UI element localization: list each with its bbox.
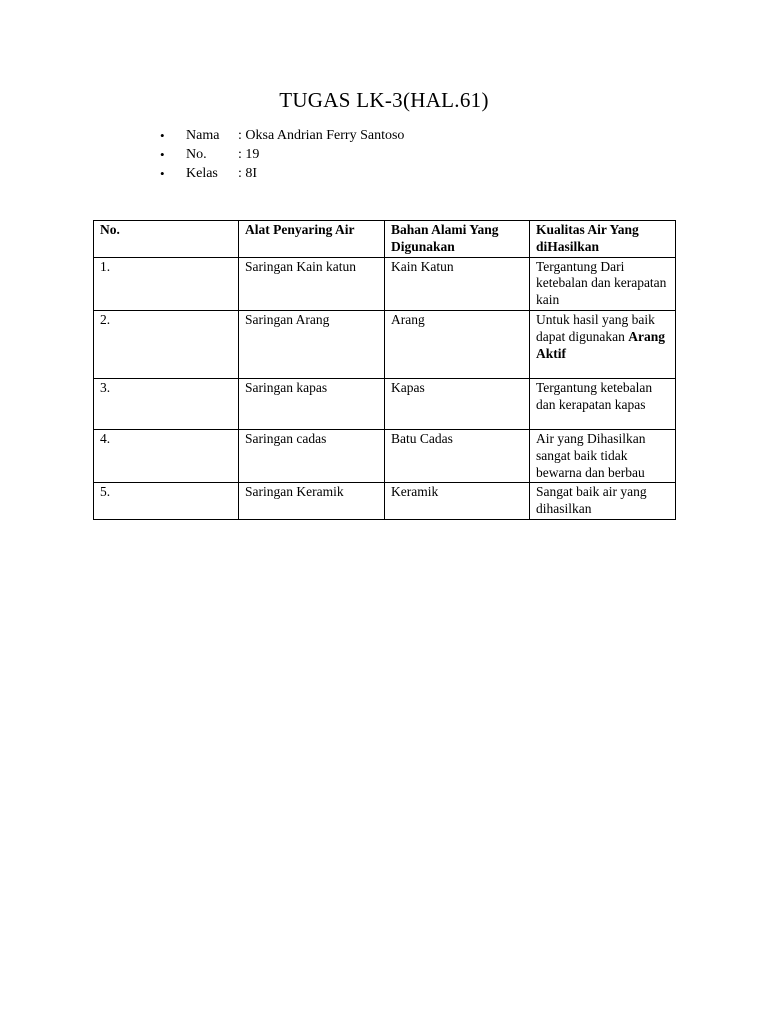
- cell-alat: Saringan Kain katun: [239, 257, 385, 310]
- bullet-icon: •: [160, 147, 165, 162]
- info-value-kelas: : 8I: [238, 166, 258, 181]
- cell-alat: Saringan kapas: [239, 378, 385, 429]
- cell-no: 4.: [94, 429, 239, 482]
- cell-no: 5.: [94, 483, 239, 520]
- kualitas-text: Tergantung Dari ketebalan dan kerapatan kain: [536, 258, 667, 308]
- info-label-no: No.: [186, 147, 207, 162]
- header-bahan: Bahan Alami Yang Digunakan: [385, 221, 530, 258]
- cell-no: 1.: [94, 257, 239, 310]
- cell-bahan: Batu Cadas: [385, 429, 530, 482]
- cell-alat: Saringan Arang: [239, 310, 385, 378]
- cell-bahan: Kapas: [385, 378, 530, 429]
- bullet-icon: •: [160, 166, 165, 181]
- kualitas-text: Air yang Dihasilkan sangat baik tidak bewarna dan berbau: [536, 430, 646, 480]
- table-header-row: [94, 221, 676, 258]
- water-filter-table: [93, 220, 676, 520]
- cell-kualitas: [530, 257, 676, 310]
- cell-bahan: Keramik: [385, 483, 530, 520]
- header-no: No.: [94, 221, 239, 258]
- info-value-nama: : Oksa Andrian Ferry Santoso: [238, 128, 405, 143]
- info-label-nama: Nama: [186, 128, 220, 143]
- info-value-no: : 19: [238, 147, 260, 162]
- kualitas-bold-text: Arang Aktif: [536, 328, 665, 361]
- info-label-kelas: Kelas: [186, 166, 218, 181]
- header-alat: Alat Penyaring Air: [239, 221, 385, 258]
- table-row: [94, 310, 676, 378]
- document-title: TUGAS LK-3(HAL.61): [279, 88, 489, 112]
- bullet-icon: •: [160, 128, 165, 143]
- kualitas-text: Tergantung ketebalan dan kerapatan kapas: [536, 379, 653, 412]
- cell-kualitas: [530, 310, 676, 378]
- cell-kualitas: [530, 429, 676, 482]
- kualitas-text: Untuk hasil yang baik dapat digunakan: [536, 311, 655, 344]
- cell-kualitas: [530, 378, 676, 429]
- table-row: [94, 378, 676, 429]
- cell-no: 2.: [94, 310, 239, 378]
- table-row: [94, 257, 676, 310]
- cell-alat: Saringan Keramik: [239, 483, 385, 520]
- cell-bahan: Kain Katun: [385, 257, 530, 310]
- cell-no: 3.: [94, 378, 239, 429]
- table-row: [94, 429, 676, 482]
- kualitas-text: Sangat baik air yang dihasilkan: [536, 484, 647, 517]
- table-row: [94, 483, 676, 520]
- cell-kualitas: [530, 483, 676, 520]
- header-kualitas: Kualitas Air Yang diHasilkan: [530, 221, 676, 258]
- cell-bahan: Arang: [385, 310, 530, 378]
- cell-alat: Saringan cadas: [239, 429, 385, 482]
